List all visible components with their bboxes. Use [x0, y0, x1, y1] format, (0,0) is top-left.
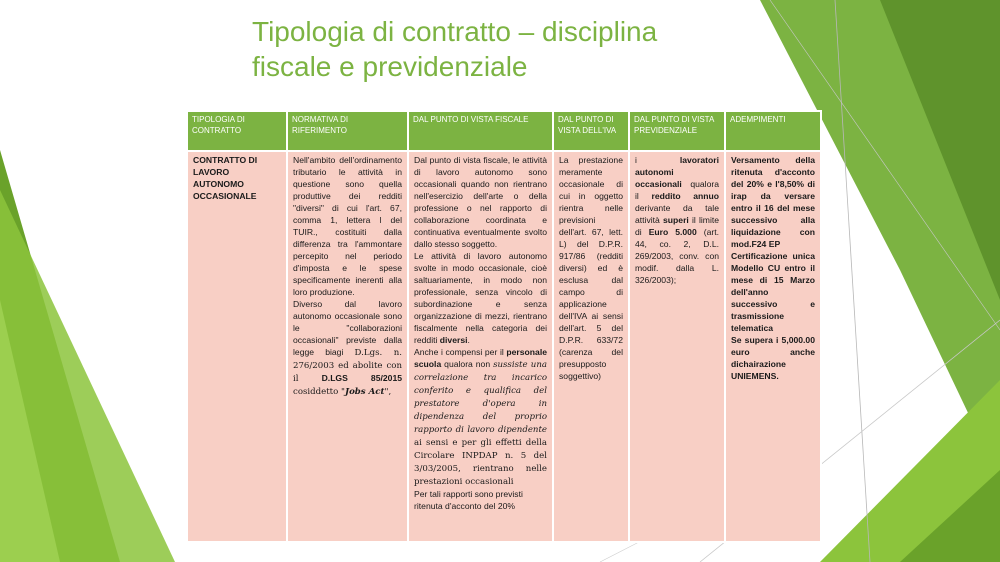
adempimenti-paragraph-3: Se supera i 5,000.00 euro anche dichairazione UNIEMENS.: [731, 335, 815, 381]
fiscale-paragraph-4: Per tali rapporti sono previsti ritenuta d'acconto del 20%: [414, 489, 523, 511]
slide-title-line-1: Tipologia di contratto – disciplina: [252, 16, 658, 47]
fiscale-text-3a: Anche i compensi per il: [414, 347, 504, 357]
normativa-text-d: cosiddetto ": [293, 387, 345, 397]
fiscale-text-2a: Le attività di lavoro autonomo svolte in modo occasionale, cioè saltuariamente, in modo non professionale, senza vincolo di subordinazione e senza organizzazione di mezzi, rientrano fiscalmente nella categoria dei redditi: [414, 251, 547, 345]
cell-adempimenti: [725, 151, 821, 542]
header-previdenziale: DAL PUNTO DI VISTA PREVIDENZIALE: [629, 111, 725, 151]
slide-title-line-2: fiscale e previdenziale: [252, 51, 528, 82]
normativa-text-e: Jobs Act: [345, 387, 385, 397]
previdenziale-text-e: derivante da tale attività: [635, 203, 719, 225]
adempimenti-paragraph-2: Certificazione unica Modello CU entro il mese di 15 Marzo dell'anno successivo e trasmissione telematica: [731, 251, 815, 333]
fiscale-text-3c: qualora non: [444, 359, 491, 369]
normativa-paragraph-1: Nell'ambito dell'ordinamento tributario le attività in questione sono quella produttive dei redditi "diversi" di cui l'art. 67, comma 1, lettera l del TUIR., costituiti dalla differenza tra l'ammontare percepito nel periodo d'imposta e le spese specificamente inerenti alla loro produzione.: [293, 155, 402, 297]
header-iva: DAL PUNTO DI VISTA DELL'IVA: [553, 111, 629, 151]
fiscale-paragraph-1: Dal punto di vista fiscale, le attività di lavoro autonomo sono occasionali quando non rientrano nell'esercizio dell'arte o della professione o nel rapporto di collaborazione coordinata e continuativa eventualmente svolto dallo stesso soggetto.: [414, 155, 547, 249]
cell-normativa: [287, 151, 408, 542]
normativa-paragraph-2: [293, 298, 402, 398]
fiscale-text-3e: ai sensi e per gli effetti della Circolare INPDAP n. 5 del 3/03/2005, rientrano nelle prestazioni occasionali: [414, 438, 547, 487]
previdenziale-text-b: lavoratori autonomi occasionali: [635, 155, 719, 189]
previdenziale-text-h: Euro 5.000: [648, 227, 697, 237]
adempimenti-paragraph-1: Versamento della ritenuta d'acconto del 20% e l'8,50% di irap da versare entro il 16 del mese successivo alla liquidazione con mod.F24 EP: [731, 155, 815, 249]
normativa-text-b: D.Lgs. n. 276/2003 ed abolite con il: [293, 348, 402, 384]
normativa-text-a: Diverso dal lavoro autonomo occasionale sono le "collaborazioni occasionali" previste dalla legge biagi: [293, 299, 402, 357]
fiscale-text-3b: personale scuola: [414, 347, 547, 369]
header-tipologia: TIPOLOGIA DI CONTRATTO: [187, 111, 287, 151]
fiscale-text-2b: diversi: [439, 335, 468, 345]
cell-iva: [553, 151, 629, 542]
cell-fiscale: [408, 151, 553, 542]
previdenziale-text-f: superi: [663, 215, 689, 225]
previdenziale-text-i: (art. 44, co. 2, D.L. 269/2003, conv. con modif. dalla L. 326/2003);: [635, 227, 720, 285]
tipologia-text: CONTRATTO DI LAVORO AUTONOMO OCCASIONALE: [193, 155, 258, 201]
previdenziale-text-d: reddito annuo: [651, 191, 719, 201]
cell-previdenziale: [629, 151, 725, 542]
iva-text: La prestazione meramente occasionale di cui in oggetto rientra nelle previsioni dell'art. 67, lett. L) del D.P.R. 917/86 (redditi diversi) ed è esclusa dal campo di applicazione dell'IVA ai sensi dell'art. 5 del D.P.R. 633/72 (carenza del presupposto soggettivo): [559, 155, 623, 381]
fiscale-paragraph-3: [414, 346, 547, 488]
header-adempimenti: ADEMPIMENTI: [725, 111, 821, 151]
normativa-text-f: ",: [384, 387, 392, 397]
header-normativa: NORMATIVA DI RIFERIMENTO: [287, 111, 408, 151]
normativa-text-c: D.LGS 85/2015: [321, 373, 403, 383]
contract-table: [186, 110, 822, 543]
header-fiscale: DAL PUNTO DI VISTA FISCALE: [408, 111, 553, 151]
fiscale-text-2c: .: [467, 335, 470, 345]
slide-title: [252, 14, 812, 84]
previdenziale-text-a: i: [635, 155, 637, 165]
previdenziale-text-g: il limite di: [635, 215, 720, 237]
previdenziale-text-c: qualora il: [635, 179, 719, 201]
table-header-row: [187, 111, 821, 151]
fiscale-paragraph-2: [414, 250, 547, 346]
cell-tipologia: [187, 151, 287, 542]
table-row: [187, 151, 821, 542]
fiscale-text-3d: sussiste una correlazione tra incarico conferito e qualifica del prestatore d'opera in dipendenza del proprio rapporto di lavoro dipendente: [414, 360, 547, 435]
